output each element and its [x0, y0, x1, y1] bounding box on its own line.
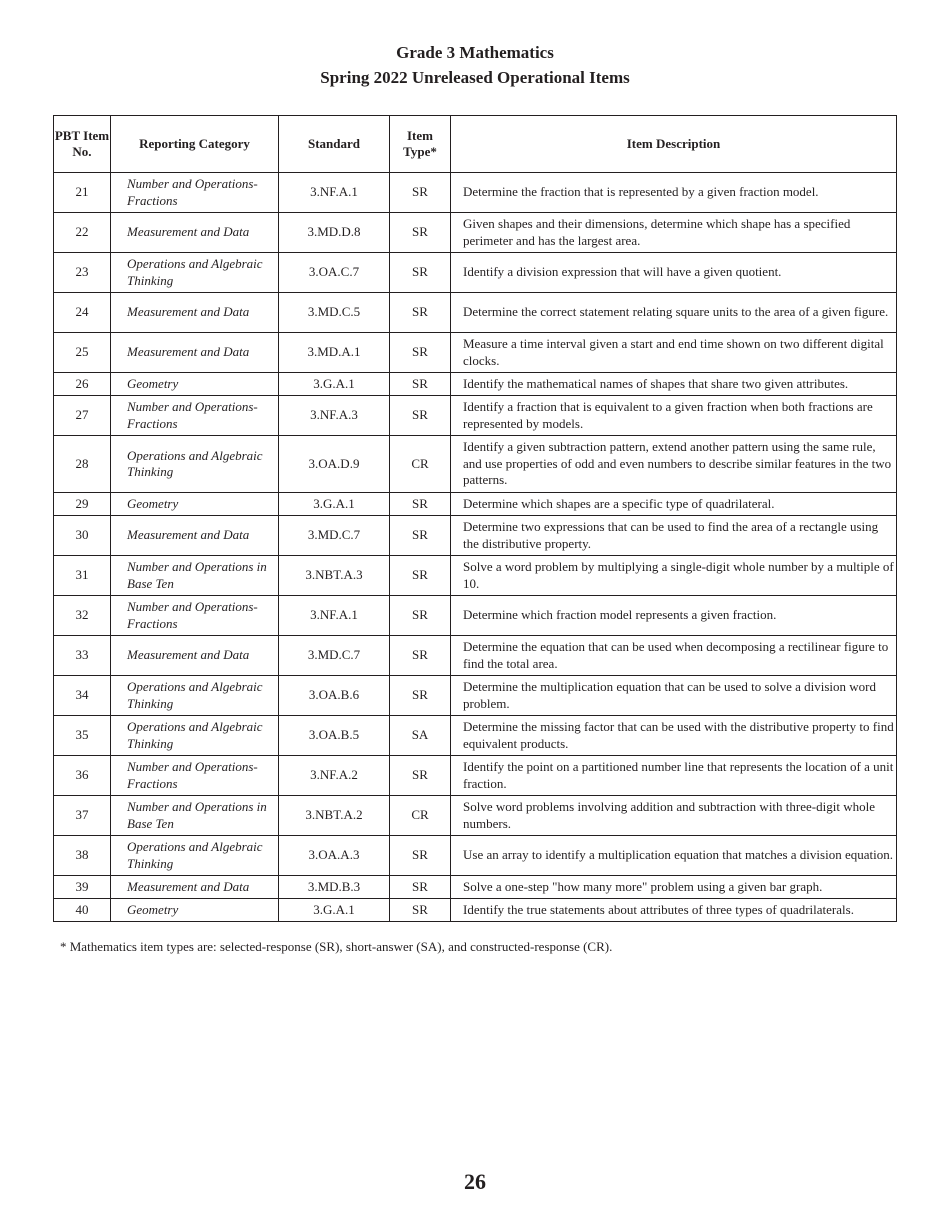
item-type: SR [390, 516, 451, 556]
column-header-description: Item Description [451, 116, 897, 173]
standard-code: 3.OA.C.7 [279, 253, 390, 293]
table-row [54, 876, 897, 899]
item-type: SR [390, 253, 451, 293]
reporting-category: Number and Operations in Base Ten [111, 556, 279, 596]
standard-code: 3.OA.B.5 [279, 716, 390, 756]
reporting-category: Operations and Algebraic Thinking [111, 836, 279, 876]
item-number: 27 [54, 396, 111, 436]
table-row [54, 676, 897, 716]
item-number: 38 [54, 836, 111, 876]
standard-code: 3.MD.C.7 [279, 636, 390, 676]
item-description: Identify a given subtraction pattern, extend another pattern using the same rule, and use properties of odd and even numbers to describe similar features in the two patterns. [451, 436, 897, 493]
item-type-footnote: * Mathematics item types are: selected-response (SR), short-answer (SA), and constructed-response (CR). [60, 939, 613, 954]
item-description: Identify a fraction that is equivalent to a given fraction when both fractions are represented by models. [451, 396, 897, 436]
item-type: SR [390, 173, 451, 213]
reporting-category: Number and Operations-Fractions [111, 756, 279, 796]
item-type: SR [390, 213, 451, 253]
column-header-item-no: PBT Item No. [54, 116, 111, 173]
table-row [54, 293, 897, 333]
item-type: SR [390, 596, 451, 636]
table-header-row [54, 116, 897, 173]
item-number: 37 [54, 796, 111, 836]
item-number: 36 [54, 756, 111, 796]
item-number: 40 [54, 899, 111, 922]
item-type: SR [390, 836, 451, 876]
page-number: 26 [464, 1169, 486, 1194]
table-row [54, 596, 897, 636]
table-row [54, 373, 897, 396]
reporting-category: Number and Operations-Fractions [111, 396, 279, 436]
item-description: Solve word problems involving addition and subtraction with three-digit whole numbers. [451, 796, 897, 836]
standard-code: 3.NBT.A.2 [279, 796, 390, 836]
item-description: Determine the fraction that is represented by a given fraction model. [451, 173, 897, 213]
standard-code: 3.OA.B.6 [279, 676, 390, 716]
item-type: SR [390, 373, 451, 396]
reporting-category: Operations and Algebraic Thinking [111, 436, 279, 493]
item-description: Determine the multiplication equation that can be used to solve a division word problem. [451, 676, 897, 716]
reporting-category: Operations and Algebraic Thinking [111, 253, 279, 293]
reporting-category: Geometry [111, 899, 279, 922]
table-row [54, 796, 897, 836]
standard-code: 3.MD.C.5 [279, 293, 390, 333]
standard-code: 3.NBT.A.3 [279, 556, 390, 596]
item-description: Identify the point on a partitioned number line that represents the location of a unit fraction. [451, 756, 897, 796]
reporting-category: Measurement and Data [111, 213, 279, 253]
column-header-item-type: Item Type* [390, 116, 451, 173]
item-number: 28 [54, 436, 111, 493]
item-number: 26 [54, 373, 111, 396]
standard-code: 3.MD.C.7 [279, 516, 390, 556]
item-description: Determine the correct statement relating square units to the area of a given figure. [451, 293, 897, 333]
table-row [54, 636, 897, 676]
item-type: SR [390, 876, 451, 899]
item-description: Use an array to identify a multiplication equation that matches a division equation. [451, 836, 897, 876]
item-type: SR [390, 756, 451, 796]
item-description: Determine two expressions that can be used to find the area of a rectangle using the distributive property. [451, 516, 897, 556]
standard-code: 3.MD.A.1 [279, 333, 390, 373]
item-description: Determine which fraction model represents a given fraction. [451, 596, 897, 636]
reporting-category: Measurement and Data [111, 333, 279, 373]
item-description: Identify the mathematical names of shapes that share two given attributes. [451, 373, 897, 396]
item-description: Solve a word problem by multiplying a single-digit whole number by a multiple of 10. [451, 556, 897, 596]
table-row [54, 213, 897, 253]
reporting-category: Measurement and Data [111, 876, 279, 899]
reporting-category: Geometry [111, 373, 279, 396]
item-number: 21 [54, 173, 111, 213]
item-type: SR [390, 676, 451, 716]
standard-code: 3.G.A.1 [279, 493, 390, 516]
item-type: SR [390, 333, 451, 373]
standard-code: 3.NF.A.3 [279, 396, 390, 436]
item-type: SR [390, 899, 451, 922]
table-row [54, 556, 897, 596]
table-row [54, 396, 897, 436]
item-number: 22 [54, 213, 111, 253]
table-row [54, 173, 897, 213]
item-description: Solve a one-step "how many more" problem using a given bar graph. [451, 876, 897, 899]
reporting-category: Measurement and Data [111, 516, 279, 556]
table-row [54, 333, 897, 373]
standard-code: 3.G.A.1 [279, 899, 390, 922]
item-type: SR [390, 493, 451, 516]
column-header-category: Reporting Category [111, 116, 279, 173]
item-number: 32 [54, 596, 111, 636]
table-row [54, 716, 897, 756]
reporting-category: Number and Operations in Base Ten [111, 796, 279, 836]
item-number: 35 [54, 716, 111, 756]
reporting-category: Operations and Algebraic Thinking [111, 676, 279, 716]
reporting-category: Number and Operations-Fractions [111, 596, 279, 636]
table-row [54, 756, 897, 796]
item-type: SR [390, 396, 451, 436]
items-table [53, 115, 897, 922]
item-description: Determine the missing factor that can be used with the distributive property to find equivalent products. [451, 716, 897, 756]
reporting-category: Geometry [111, 493, 279, 516]
standard-code: 3.NF.A.1 [279, 596, 390, 636]
item-description: Determine which shapes are a specific type of quadrilateral. [451, 493, 897, 516]
reporting-category: Number and Operations-Fractions [111, 173, 279, 213]
standard-code: 3.G.A.1 [279, 373, 390, 396]
table-row [54, 253, 897, 293]
item-type: CR [390, 436, 451, 493]
item-number: 33 [54, 636, 111, 676]
item-type: SR [390, 636, 451, 676]
standard-code: 3.MD.B.3 [279, 876, 390, 899]
item-description: Identify a division expression that will have a given quotient. [451, 253, 897, 293]
item-type: CR [390, 796, 451, 836]
item-number: 30 [54, 516, 111, 556]
item-description: Measure a time interval given a start and end time shown on two different digital clocks. [451, 333, 897, 373]
item-type: SR [390, 556, 451, 596]
item-number: 34 [54, 676, 111, 716]
column-header-standard: Standard [279, 116, 390, 173]
page-title: Grade 3 Mathematics [396, 43, 554, 62]
table-row [54, 436, 897, 493]
table-row [54, 836, 897, 876]
item-number: 31 [54, 556, 111, 596]
reporting-category: Measurement and Data [111, 293, 279, 333]
page-subtitle: Spring 2022 Unreleased Operational Items [320, 68, 630, 87]
item-description: Identify the true statements about attributes of three types of quadrilaterals. [451, 899, 897, 922]
item-number: 23 [54, 253, 111, 293]
standard-code: 3.NF.A.2 [279, 756, 390, 796]
reporting-category: Measurement and Data [111, 636, 279, 676]
standard-code: 3.OA.D.9 [279, 436, 390, 493]
item-number: 25 [54, 333, 111, 373]
item-type: SR [390, 293, 451, 333]
standard-code: 3.OA.A.3 [279, 836, 390, 876]
item-description: Given shapes and their dimensions, determine which shape has a specified perimeter and has the largest area. [451, 213, 897, 253]
item-number: 29 [54, 493, 111, 516]
item-number: 24 [54, 293, 111, 333]
item-number: 39 [54, 876, 111, 899]
table-row [54, 493, 897, 516]
standard-code: 3.MD.D.8 [279, 213, 390, 253]
reporting-category: Operations and Algebraic Thinking [111, 716, 279, 756]
item-description: Determine the equation that can be used when decomposing a rectilinear figure to find the total area. [451, 636, 897, 676]
item-type: SA [390, 716, 451, 756]
standard-code: 3.NF.A.1 [279, 173, 390, 213]
table-row [54, 516, 897, 556]
table-row [54, 899, 897, 922]
